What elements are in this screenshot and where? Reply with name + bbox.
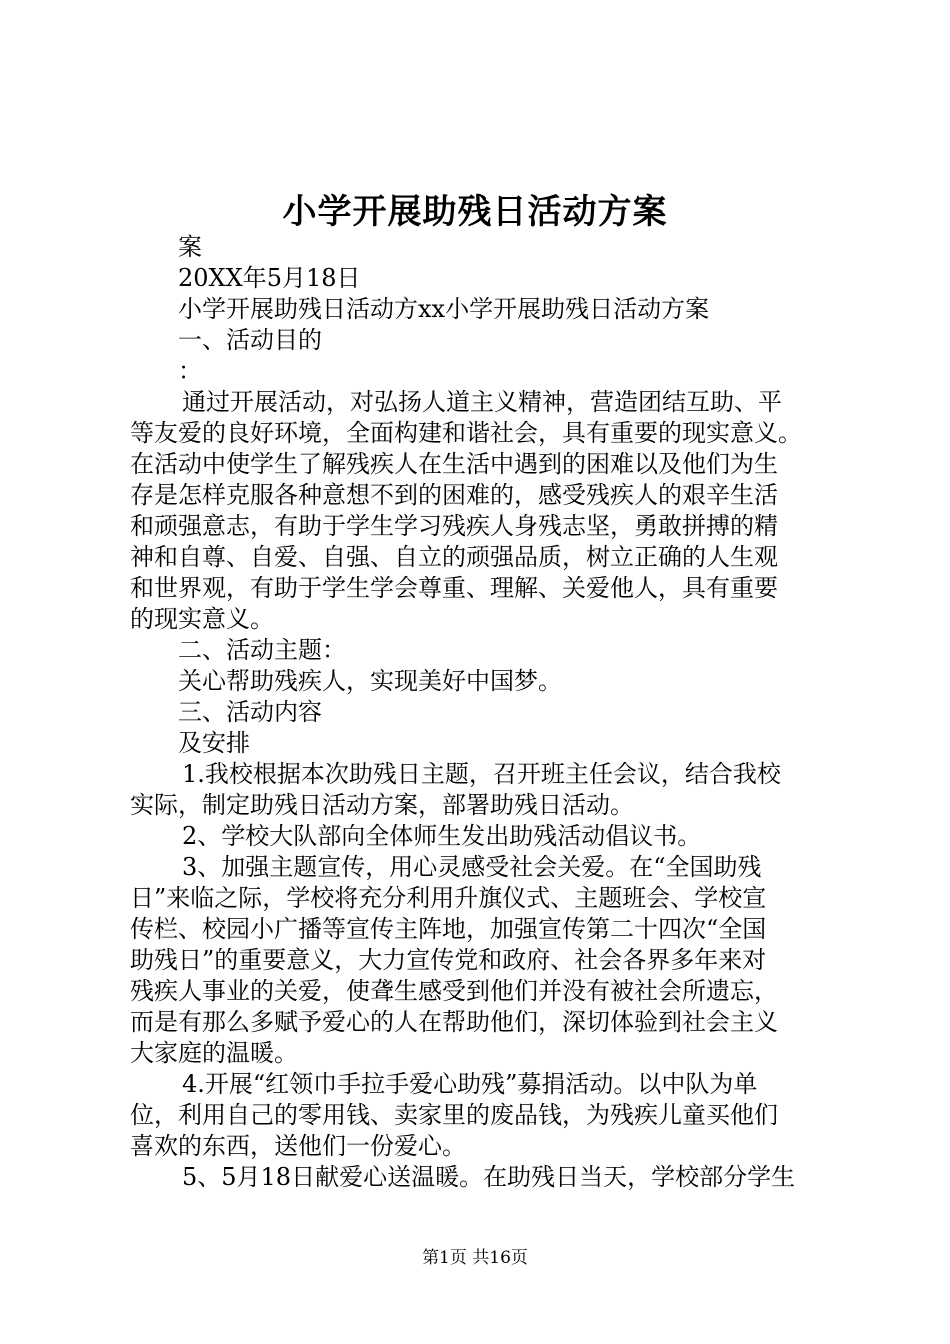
paragraph-item-3: [130, 852, 835, 1069]
text-line: 案: [178, 233, 202, 261]
paragraph-line: 喜欢的东西，送他们一份爱心。: [130, 1132, 466, 1160]
paragraph-line: 在活动中使学生了解残疾人在生活中遇到的困难以及他们为生: [130, 450, 778, 478]
paragraph-item-5: 5、5月18日献爱心送温暖。在助残日当天，学校部分学生: [182, 1163, 796, 1191]
text-line: ：: [178, 357, 202, 385]
paragraph-line: 实际，制定助残日活动方案，部署助残日活动。: [130, 791, 634, 819]
paragraph-line: 位，利用自己的零用钱、卖家里的废品钱，为残疾儿童买他们: [130, 1101, 778, 1129]
paragraph-line: 和世界观，有助于学生学会尊重、理解、关爱他人，具有重要: [130, 574, 778, 602]
paragraph-line: 4.开展“红领巾手拉手爱心助残”募捐活动。以中队为单: [182, 1070, 758, 1098]
section-heading: 一、活动目的: [178, 326, 322, 354]
paragraph-line: 1.我校根据本次助残日主题，召开班主任会议，结合我校: [182, 760, 781, 788]
page-footer: 第1页 共16页: [422, 1248, 528, 1268]
theme-line: 关心帮助残疾人，实现美好中国梦。: [178, 667, 562, 695]
paragraph-line: 的现实意义。: [130, 605, 274, 633]
paragraph-line: 存是怎样克服各种意想不到的困难的，感受残疾人的艰辛生活: [130, 481, 778, 509]
paragraph-line: 等友爱的良好环境，全面构建和谐社会，具有重要的现实意义。: [130, 419, 802, 447]
paragraph-line: 神和自尊、自爱、自强、自立的顽强品质，树立正确的人生观: [130, 543, 778, 571]
paragraph-line: 大家庭的温暖。: [130, 1039, 298, 1067]
section-heading: 三、活动内容: [178, 698, 322, 726]
paragraph-item-1: [130, 759, 835, 821]
date-line: 20XX年5月18日: [178, 264, 361, 292]
paragraph-line: 而是有那么多赋予爱心的人在帮助他们，深切体验到社会主义: [130, 1008, 778, 1036]
paragraph-line: 日”来临之际，学校将充分利用升旗仪式、主题班会、学校宣: [130, 884, 767, 912]
paragraph-line: 助残日”的重要意义，大力宣传党和政府、社会各界多年来对: [130, 946, 767, 974]
paragraph-item-4: [130, 1069, 835, 1162]
paragraph-line: 通过开展活动，对弘扬人道主义精神，营造团结互助、平: [182, 388, 782, 416]
section-heading: 及安排: [178, 729, 250, 757]
paragraph-item-2: 2、学校大队部向全体师生发出助残活动倡议书。: [182, 822, 702, 850]
document-title: 小学开展助残日活动方案: [282, 192, 668, 232]
text-line: 小学开展助残日活动方xx小学开展助残日活动方案: [178, 295, 710, 323]
paragraph-line: 和顽强意志，有助于学生学习残疾人身残志坚，勇敢拼搏的精: [130, 512, 778, 540]
paragraph-line: 3、加强主题宣传，用心灵感受社会关爱。在“全国助残: [182, 853, 762, 881]
document-body: [130, 232, 835, 1193]
paragraph-line: 传栏、校园小广播等宣传主阵地，加强宣传第二十四次“全国: [130, 915, 767, 943]
paragraph-purpose: [130, 387, 835, 635]
section-heading: 二、活动主题：: [178, 636, 346, 664]
paragraph-line: 残疾人事业的关爱，使聋生感受到他们并没有被社会所遗忘，: [130, 977, 778, 1005]
